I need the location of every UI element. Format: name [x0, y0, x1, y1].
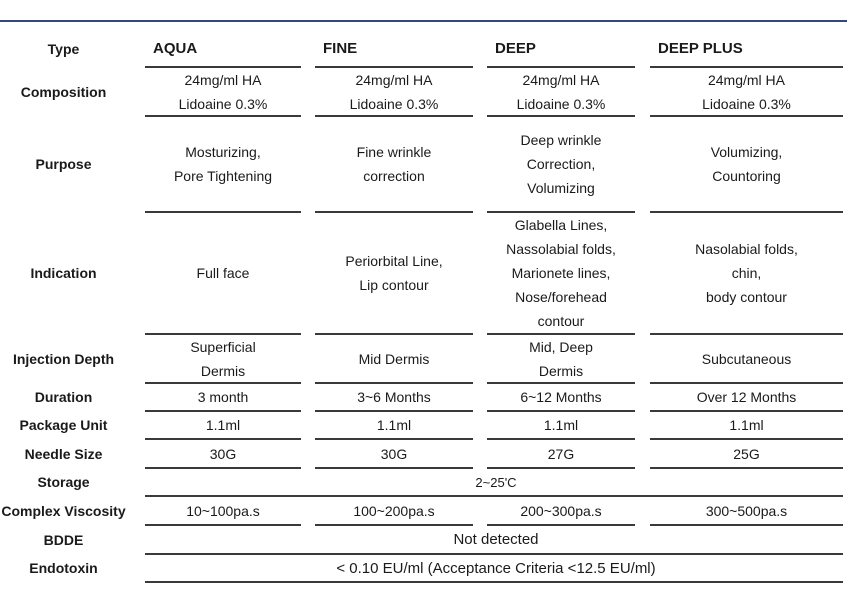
cell-text: 300~500pa.s: [705, 502, 788, 519]
merged-cell: < 0.10 EU/ml (Acceptance Criteria <12.5 EU/ml): [336, 559, 656, 577]
cell-text: Pore Tightening: [173, 168, 273, 184]
cell-text: 6~12 Months: [520, 389, 602, 405]
table-cell: [487, 439, 635, 468]
row-label-bdde: BDDE: [43, 531, 84, 548]
cell-text: Dermis: [538, 362, 584, 379]
cell-text: Lidoaine 0.3%: [178, 95, 268, 112]
table-cell: [145, 411, 301, 439]
table-cell: [650, 334, 843, 383]
table-cell: [650, 212, 843, 334]
cell-text: Correction,: [526, 156, 596, 172]
cell-text: Countoring: [712, 168, 781, 184]
cell-text: 1.1ml: [543, 417, 579, 433]
cell-text: 200~300pa.s: [520, 502, 602, 519]
cell-text: Nasolabial folds,: [695, 241, 798, 257]
cell-text: Deep wrinkle: [520, 132, 602, 148]
merged-cell: Not detected: [453, 531, 539, 548]
cell-text: Full face: [196, 265, 250, 281]
table-cell: [650, 439, 843, 468]
table-cell: [315, 67, 473, 116]
table-cell: [145, 334, 301, 383]
cell-text: Mid, Deep: [529, 338, 593, 355]
row-label-package-unit: Package Unit: [19, 417, 108, 433]
table-cell: [487, 212, 635, 334]
cell-text: chin,: [731, 265, 762, 281]
cell-text: Lidoaine 0.3%: [516, 95, 606, 112]
cell-text: 3 month: [197, 389, 249, 405]
header-deep: DEEP: [495, 40, 536, 57]
header-type: Type: [47, 40, 80, 57]
table-cell: [145, 67, 301, 116]
table-cell: [487, 334, 635, 383]
table-cell: [145, 212, 301, 334]
table-cell: [315, 496, 473, 525]
table-cell: [145, 496, 301, 525]
cell-text: Mosturizing,: [185, 144, 261, 160]
cell-text: 10~100pa.s: [186, 502, 260, 519]
cell-text: 1.1ml: [205, 417, 241, 433]
cell-text: Nassolabial folds,: [506, 241, 616, 257]
table-cell: [315, 383, 473, 411]
table-cell: [145, 383, 301, 411]
cell-text: Superficial: [190, 338, 256, 355]
table-cell: [487, 383, 635, 411]
row-label-complex-viscosity: Complex Viscosity: [1, 502, 126, 519]
header-deep-plus: DEEP PLUS: [658, 40, 743, 57]
table-cell: [487, 496, 635, 525]
table-cell: [315, 411, 473, 439]
cell-text: Dermis: [200, 362, 246, 379]
cell-text: Periorbital Line,: [345, 253, 443, 269]
table-cell: [315, 334, 473, 383]
row-label-storage: Storage: [37, 474, 90, 490]
cell-text: 1.1ml: [376, 417, 412, 433]
table-cell: [650, 116, 843, 212]
cell-text: Volumizing: [527, 180, 595, 196]
cell-text: 25G: [733, 445, 760, 462]
table-cell: [650, 383, 843, 411]
row-label-needle-size: Needle Size: [24, 445, 103, 462]
merged-cell: 2~25'C: [475, 474, 517, 490]
table-cell: [145, 439, 301, 468]
cell-text: Fine wrinkle: [356, 144, 432, 160]
table-cell: [487, 116, 635, 212]
cell-text: body contour: [706, 289, 787, 305]
table-cell: [650, 496, 843, 525]
cell-text: Lidoaine 0.3%: [702, 95, 791, 112]
cell-text: 24mg/ml HA: [184, 71, 262, 88]
header-fine: FINE: [323, 40, 358, 57]
top-rule: [0, 20, 847, 22]
header-aqua: AQUA: [153, 40, 198, 57]
row-label-indication: Indication: [30, 265, 97, 281]
cell-text: 1.1ml: [729, 417, 764, 433]
table-cell: [487, 411, 635, 439]
cell-text: Glabella Lines,: [514, 217, 608, 233]
row-rule: [145, 581, 843, 583]
row-label-duration: Duration: [34, 389, 93, 405]
cell-text: 24mg/ml HA: [707, 71, 786, 88]
table-cell: [145, 116, 301, 212]
cell-text: 30G: [380, 445, 408, 462]
table-cell: [650, 67, 843, 116]
cell-text: Lidoaine 0.3%: [349, 95, 439, 112]
cell-text: Over 12 Months: [696, 389, 797, 405]
cell-text: Lip contour: [359, 277, 429, 293]
row-label-composition: Composition: [20, 83, 107, 100]
table-cell: [315, 212, 473, 334]
cell-text: Marionete lines,: [511, 265, 611, 281]
cell-text: 27G: [547, 445, 575, 462]
cell-text: Subcutaneous: [701, 350, 792, 367]
row-label-purpose: Purpose: [35, 156, 92, 172]
cell-text: Nose/forehead: [515, 289, 607, 305]
cell-text: contour: [537, 313, 585, 329]
cell-text: 3~6 Months: [357, 389, 431, 405]
cell-text: 24mg/ml HA: [355, 71, 433, 88]
cell-text: Mid Dermis: [358, 350, 430, 367]
cell-text: Volumizing,: [710, 144, 783, 160]
table-cell: [487, 67, 635, 116]
cell-text: 100~200pa.s: [353, 502, 435, 519]
table-cell: [315, 439, 473, 468]
cell-text: correction: [363, 168, 425, 184]
table-cell: [315, 116, 473, 212]
cell-text: 24mg/ml HA: [522, 71, 600, 88]
row-label-injection-depth: Injection Depth: [12, 350, 115, 367]
table-cell: [650, 411, 843, 439]
row-label-endotoxin: Endotoxin: [29, 560, 98, 576]
cell-text: 30G: [209, 445, 237, 462]
